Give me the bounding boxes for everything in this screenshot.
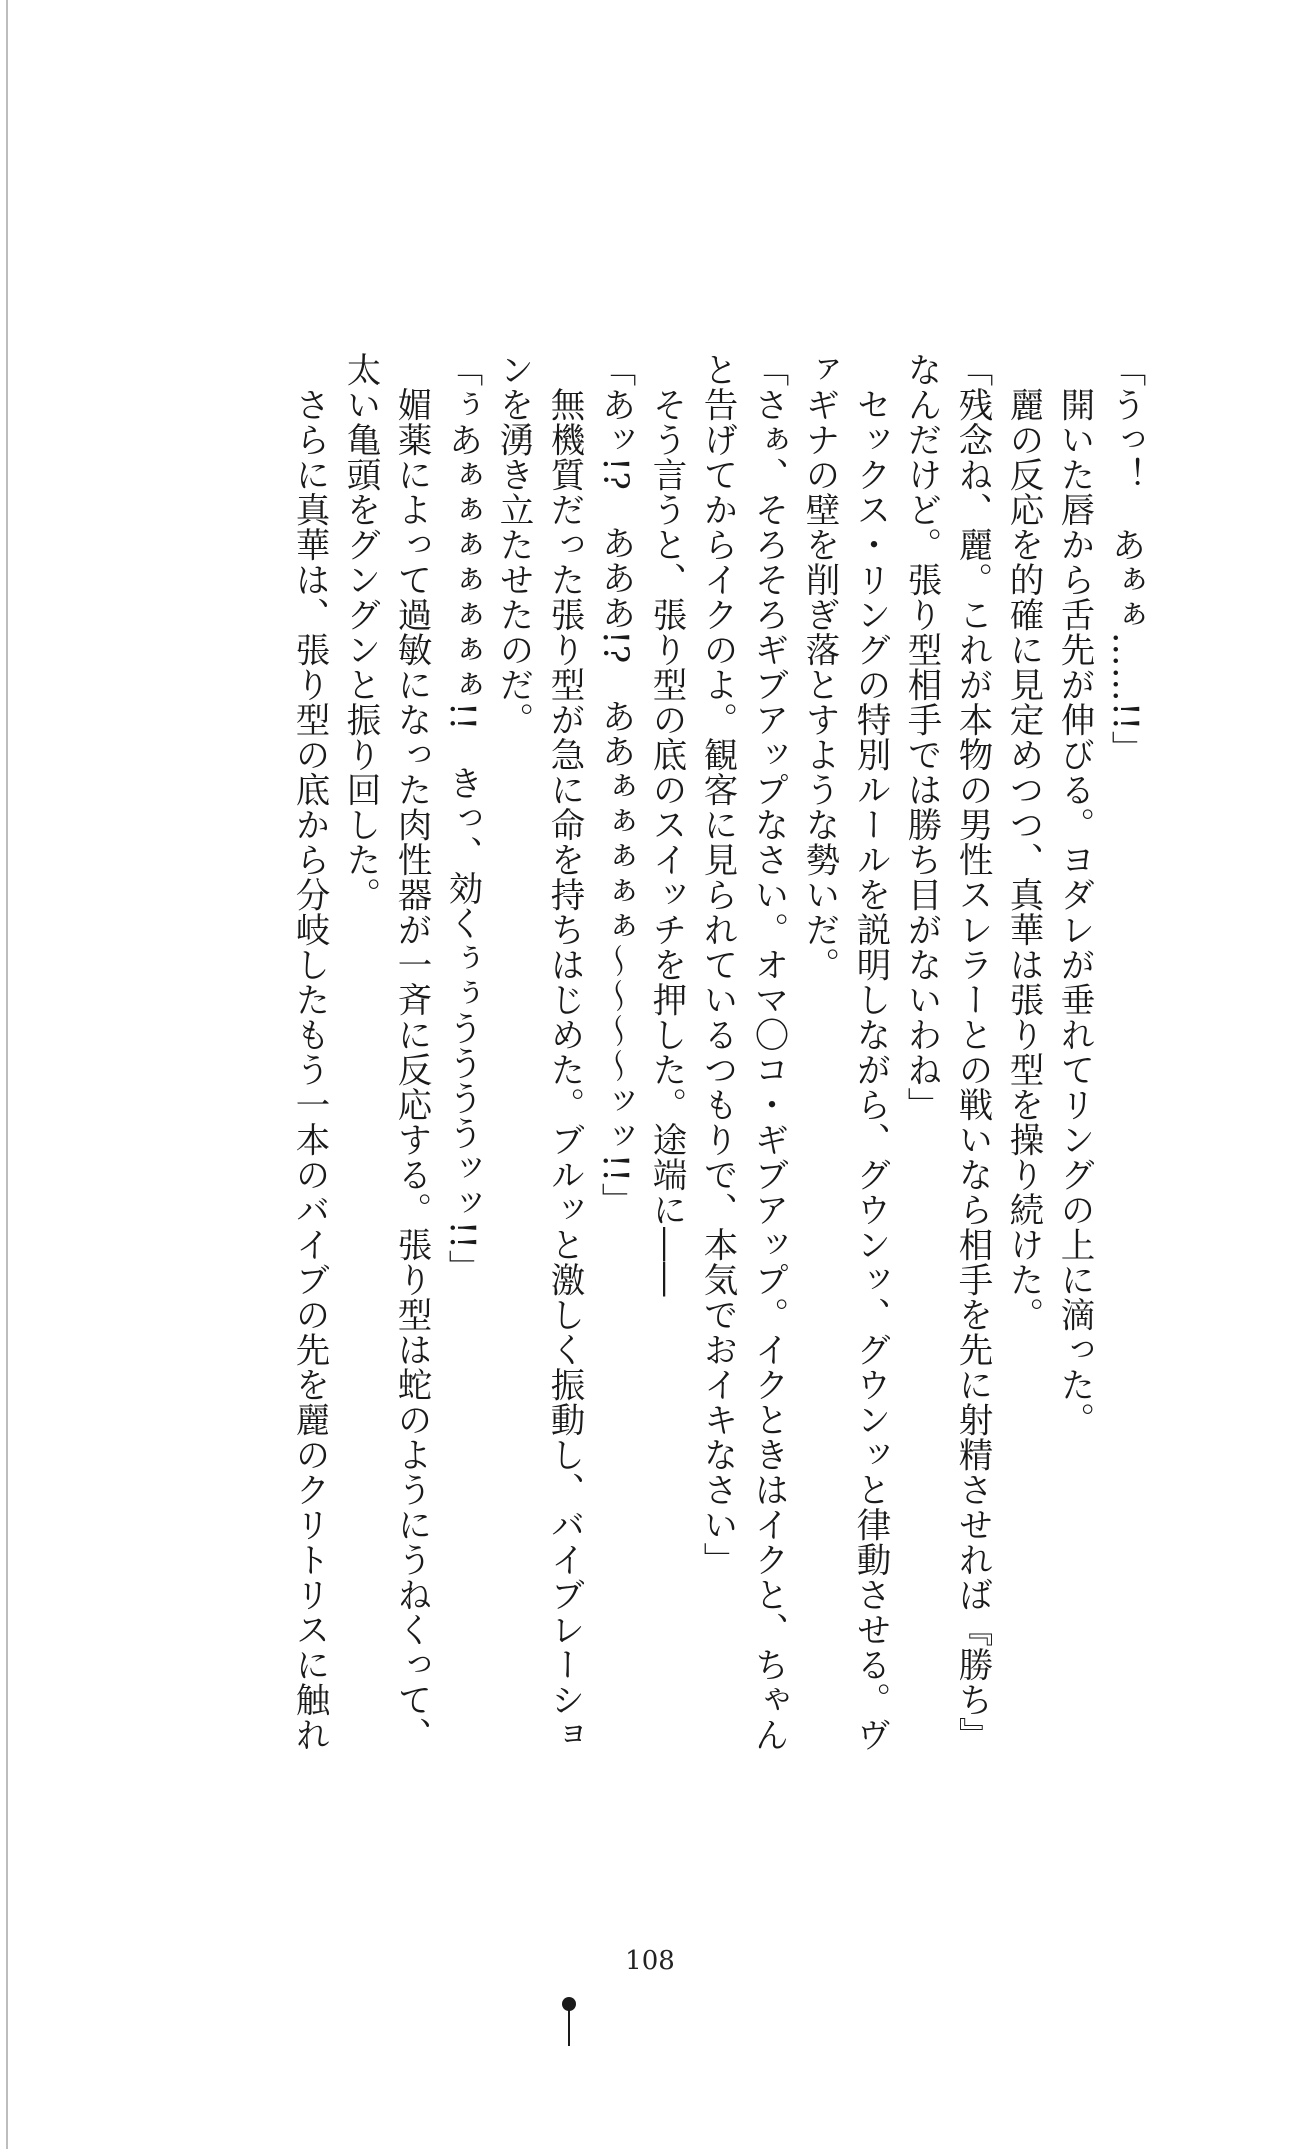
page-ornament-dot: [562, 1997, 576, 2011]
text-line: そう言うと、張り型の底のスイッチを押した。途端に――: [646, 387, 686, 1297]
text-line: と告げてからイクのよ。観客に見られているつもりで、本気でおイキなさい」: [697, 352, 737, 1577]
text-line: 麗の反応を的確に見定めつつ、真華は張り型を操り続けた。: [1003, 387, 1043, 1332]
text-line: 媚薬によって過敏になった肉性器が一斉に反応する。張り型は蛇のようにうねくって、: [391, 387, 431, 1752]
text-line: ンを湧き立たせたのだ。: [493, 352, 533, 737]
text-line: 無機質だった張り型が急に命を持ちはじめた。ブルッと激しく振動し、バイブレーショ: [544, 387, 584, 1752]
text-line: セックス・リングの特別ルールを説明しながら、グウンッ、グウンッと律動させる。ヴ: [850, 387, 890, 1752]
text-line: 「残念ね、麗。これが本物の男性スレラーとの戦いなら相手を先に射精させれば『勝ち』: [952, 352, 992, 1752]
text-line: ァギナの壁を削ぎ落とすような勢いだ。: [799, 352, 839, 982]
page-ornament-stem: [568, 2010, 570, 2046]
text-line: 「うっ！ あぁぁ……!!」: [1105, 352, 1145, 766]
novel-text-block: [283, 352, 1150, 1752]
text-line: 「あッ!? あああ!? ああぁぁぁぁぁ～～～～ッッ!!」: [595, 352, 635, 1218]
text-line: 「ぅあぁぁぁぁぁぁぁ!! きっ、効くぅぅううううッッ!!」: [442, 352, 482, 1285]
page-number: 108: [625, 1946, 675, 1976]
page-edge: [6, 0, 8, 2149]
text-line: 太い亀頭をグングンと振り回した。: [340, 352, 380, 912]
text-line: なんだけど。張り型相手では勝ち目がないわね」: [901, 352, 941, 1122]
text-line: 開いた唇から舌先が伸びる。ヨダレが垂れてリングの上に滴った。: [1054, 387, 1094, 1437]
text-line: さらに真華は、張り型の底から分岐したもう一本のバイブの先を麗のクリトリスに触れ: [289, 387, 329, 1752]
text-line: 「さぁ、そろそろギブアップなさい。オマ〇コ・ギブアップ。イクときはイクと、ちゃん: [748, 352, 788, 1752]
